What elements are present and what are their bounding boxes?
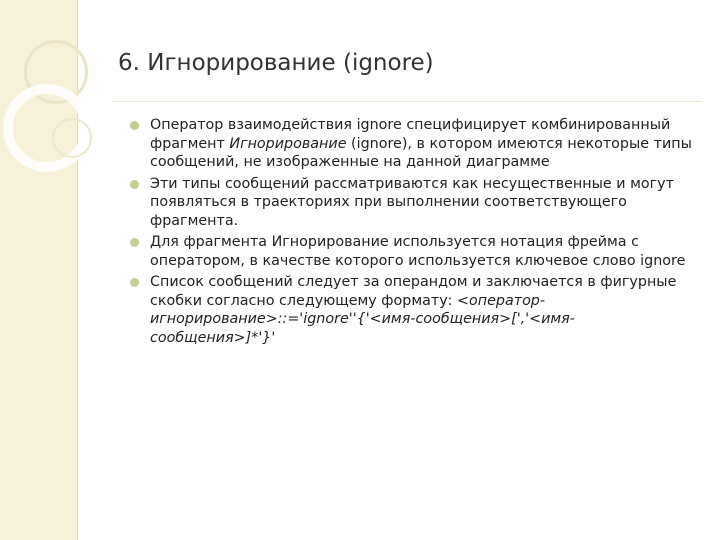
bullet-text: Для фрагмента Игнорирование используется нотация фрейма с оператором, в качестве которого используется ключевое слово ignore [150, 234, 686, 269]
bullet-text: Эти типы сообщений рассматриваются как несущественные и могут появляться в траекториях при выполнении соответствующего фрагмента. [150, 175, 674, 229]
bullet-item [130, 175, 700, 231]
bullet-icon [130, 278, 139, 287]
decor-ring-faint [52, 118, 92, 158]
bullet-icon [130, 121, 139, 130]
bullet-text: Оператор взаимодействия ignore специфицирует комбинированный фрагмент [150, 117, 671, 152]
slide-title: 6. Игнорирование (ignore) [118, 50, 434, 76]
title-divider [112, 101, 702, 102]
bullet-icon [130, 180, 139, 189]
bullet-item [130, 233, 700, 270]
bullet-list [130, 116, 700, 350]
bullet-text: Список сообщений следует за операндом и заключается в фигурные скобки согласно следующему формату: [150, 274, 677, 309]
bullet-text-italic: <оператор-игнорирование>::='ignore''{'<имя-сообщения>[','<имя-сообщения>]*'}' [150, 292, 575, 346]
bullet-item [130, 116, 700, 172]
bullet-text: (ignore), в котором имеются некоторые типы сообщений, не изображенные на данной диаграмме [150, 135, 692, 170]
bullet-text-italic: Игнорирование [229, 135, 347, 152]
bullet-icon [130, 238, 139, 247]
bullet-item [130, 273, 700, 347]
